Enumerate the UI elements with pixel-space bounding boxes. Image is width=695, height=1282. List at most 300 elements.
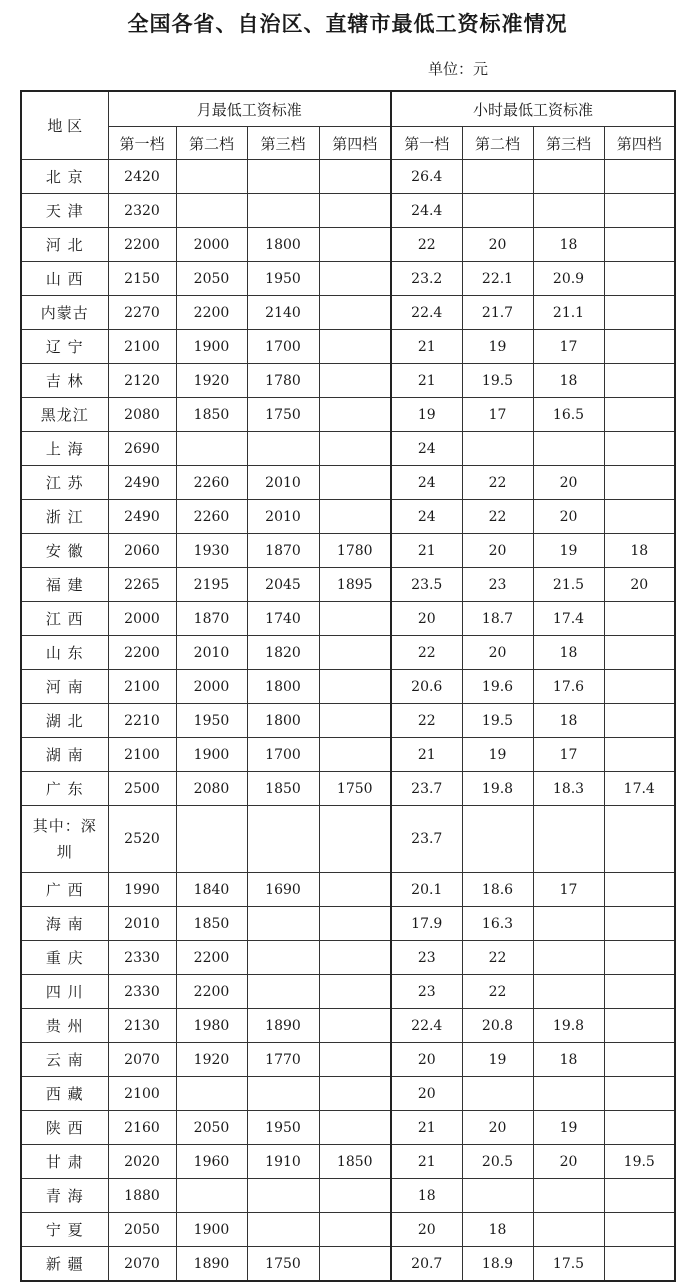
monthly-tier-1-cell: 2060 [108, 534, 176, 568]
region-cell: 福 建 [21, 568, 108, 602]
hourly-tier-3-cell: 18 [533, 228, 604, 262]
monthly-tier-4-cell [319, 296, 391, 330]
monthly-tier-4-cell [319, 704, 391, 738]
region-cell: 黑龙江 [21, 398, 108, 432]
table-row [21, 1213, 675, 1247]
table-row [21, 466, 675, 500]
monthly-tier-3-cell [247, 194, 319, 228]
hourly-tier-3-cell [533, 194, 604, 228]
hourly-tier-4-cell: 20 [604, 568, 675, 602]
hourly-tier-2-cell [462, 432, 533, 466]
hourly-tier-3-cell: 17.5 [533, 1247, 604, 1282]
hourly-tier-3-cell: 17 [533, 330, 604, 364]
region-cell: 北 京 [21, 160, 108, 194]
hourly-tier-1-cell: 22 [391, 228, 462, 262]
hourly-tier-3-cell: 20 [533, 1145, 604, 1179]
hourly-tier-2-cell [462, 1179, 533, 1213]
hourly-tier-4-cell: 18 [604, 534, 675, 568]
hourly-tier-2-cell: 20.5 [462, 1145, 533, 1179]
monthly-tier-4-cell [319, 194, 391, 228]
hourly-tier-4-cell [604, 1213, 675, 1247]
unit-label: 单位：元 [428, 60, 489, 78]
monthly-tier-4-cell [319, 1043, 391, 1077]
monthly-tier-1-cell: 2020 [108, 1145, 176, 1179]
monthly-tier-2-cell: 2260 [176, 500, 247, 534]
hourly-tier-1-cell: 21 [391, 534, 462, 568]
monthly-tier-2-cell: 2200 [176, 975, 247, 1009]
monthly-tier-4-cell [319, 500, 391, 534]
hourly-tier-1-cell: 20.1 [391, 873, 462, 907]
monthly-tier-2-cell: 2050 [176, 262, 247, 296]
hourly-tier-1-cell: 18 [391, 1179, 462, 1213]
hourly-tier-4-cell [604, 636, 675, 670]
table-row [21, 500, 675, 534]
monthly-tier-3-cell: 1910 [247, 1145, 319, 1179]
hourly-tier-4-cell: 17.4 [604, 772, 675, 806]
monthly-tier-3-cell: 2010 [247, 466, 319, 500]
hourly-tier-3-cell [533, 975, 604, 1009]
hourly-tier-4-cell [604, 907, 675, 941]
hourly-tier-4-cell [604, 228, 675, 262]
region-cell: 内蒙古 [21, 296, 108, 330]
monthly-tier-3-cell: 1890 [247, 1009, 319, 1043]
region-cell: 陕 西 [21, 1111, 108, 1145]
hourly-tier-1-cell: 20 [391, 602, 462, 636]
hourly-tier-1-cell: 21 [391, 1111, 462, 1145]
hourly-tier-1-cell: 24 [391, 432, 462, 466]
monthly-tier-4-cell [319, 1179, 391, 1213]
hourly-tier-3-header: 第三档 [533, 127, 604, 160]
hourly-tier-3-cell: 20 [533, 466, 604, 500]
hourly-tier-4-cell [604, 941, 675, 975]
monthly-tier-1-cell: 2690 [108, 432, 176, 466]
hourly-tier-4-cell [604, 330, 675, 364]
hourly-tier-3-cell: 19 [533, 1111, 604, 1145]
monthly-tier-4-cell [319, 670, 391, 704]
hourly-tier-3-cell [533, 1077, 604, 1111]
monthly-tier-1-cell: 2160 [108, 1111, 176, 1145]
monthly-tier-3-cell [247, 1213, 319, 1247]
monthly-tier-2-cell: 1950 [176, 704, 247, 738]
hourly-tier-4-cell [604, 1247, 675, 1282]
region-cell: 四 川 [21, 975, 108, 1009]
monthly-tier-3-cell: 1800 [247, 228, 319, 262]
monthly-tier-1-cell: 2100 [108, 1077, 176, 1111]
monthly-tier-3-cell [247, 806, 319, 873]
table-row [21, 1077, 675, 1111]
hourly-tier-4-cell [604, 602, 675, 636]
hourly-tier-1-cell: 21 [391, 738, 462, 772]
monthly-tier-2-cell: 1870 [176, 602, 247, 636]
hourly-tier-4-cell: 19.5 [604, 1145, 675, 1179]
monthly-tier-2-cell [176, 194, 247, 228]
hourly-tier-3-cell: 17.4 [533, 602, 604, 636]
table-row [21, 704, 675, 738]
hourly-tier-1-cell: 23.5 [391, 568, 462, 602]
hourly-tier-3-cell [533, 160, 604, 194]
table-row [21, 194, 675, 228]
hourly-tier-2-cell [462, 806, 533, 873]
hourly-tier-2-cell: 19 [462, 1043, 533, 1077]
monthly-tier-4-cell [319, 432, 391, 466]
table-row [21, 432, 675, 466]
hourly-tier-1-cell: 19 [391, 398, 462, 432]
region-cell: 河 南 [21, 670, 108, 704]
region-cell: 西 藏 [21, 1077, 108, 1111]
monthly-tier-3-cell: 2010 [247, 500, 319, 534]
monthly-tier-3-cell [247, 941, 319, 975]
hourly-tier-3-cell: 20 [533, 500, 604, 534]
monthly-tier-4-cell [319, 907, 391, 941]
hourly-tier-4-cell [604, 1179, 675, 1213]
monthly-tier-3-cell: 1870 [247, 534, 319, 568]
region-cell: 云 南 [21, 1043, 108, 1077]
hourly-tier-1-header: 第一档 [391, 127, 462, 160]
region-cell: 安 徽 [21, 534, 108, 568]
monthly-tier-3-cell [247, 907, 319, 941]
hourly-tier-3-cell: 16.5 [533, 398, 604, 432]
table-row [21, 670, 675, 704]
monthly-tier-3-cell: 1850 [247, 772, 319, 806]
monthly-tier-3-cell: 1750 [247, 1247, 319, 1282]
hourly-tier-4-cell [604, 432, 675, 466]
monthly-tier-2-cell: 2200 [176, 941, 247, 975]
hourly-tier-2-cell: 20 [462, 228, 533, 262]
region-cell: 重 庆 [21, 941, 108, 975]
monthly-tier-2-cell [176, 1179, 247, 1213]
region-cell: 宁 夏 [21, 1213, 108, 1247]
monthly-tier-3-cell: 1780 [247, 364, 319, 398]
hourly-tier-3-cell [533, 1179, 604, 1213]
hourly-tier-1-cell: 23.7 [391, 772, 462, 806]
monthly-tier-1-cell: 2130 [108, 1009, 176, 1043]
monthly-tier-4-cell [319, 228, 391, 262]
region-cell: 海 南 [21, 907, 108, 941]
hourly-tier-2-cell [462, 160, 533, 194]
monthly-tier-4-header: 第四档 [319, 127, 391, 160]
monthly-tier-4-cell [319, 262, 391, 296]
monthly-tier-1-cell: 1880 [108, 1179, 176, 1213]
hourly-tier-3-cell [533, 1213, 604, 1247]
hourly-tier-1-cell: 21 [391, 1145, 462, 1179]
hourly-tier-1-cell: 20.6 [391, 670, 462, 704]
hourly-tier-2-header: 第二档 [462, 127, 533, 160]
hourly-tier-2-cell: 18 [462, 1213, 533, 1247]
monthly-tier-4-cell [319, 941, 391, 975]
hourly-tier-2-cell: 19.5 [462, 704, 533, 738]
table-row [21, 1009, 675, 1043]
hourly-tier-3-cell [533, 941, 604, 975]
monthly-tier-1-cell: 2320 [108, 194, 176, 228]
hourly-tier-4-cell [604, 364, 675, 398]
region-cell: 河 北 [21, 228, 108, 262]
monthly-tier-2-cell: 2200 [176, 296, 247, 330]
monthly-tier-3-cell: 1740 [247, 602, 319, 636]
hourly-tier-4-cell [604, 1043, 675, 1077]
monthly-tier-2-cell: 1890 [176, 1247, 247, 1282]
table-row [21, 1179, 675, 1213]
monthly-tier-4-cell [319, 398, 391, 432]
monthly-tier-1-cell: 2050 [108, 1213, 176, 1247]
monthly-tier-4-cell [319, 806, 391, 873]
hourly-tier-4-cell [604, 873, 675, 907]
monthly-tier-2-cell [176, 1077, 247, 1111]
region-cell: 广 西 [21, 873, 108, 907]
monthly-tier-2-cell: 2050 [176, 1111, 247, 1145]
table-row [21, 1043, 675, 1077]
header-row-2 [21, 127, 675, 160]
region-cell: 其中：深圳 [21, 806, 108, 873]
table-row [21, 636, 675, 670]
table-row [21, 1111, 675, 1145]
hourly-tier-4-header: 第四档 [604, 127, 675, 160]
monthly-tier-1-cell: 2070 [108, 1247, 176, 1282]
monthly-tier-1-cell: 2100 [108, 330, 176, 364]
hourly-tier-3-cell: 18 [533, 1043, 604, 1077]
region-cell: 山 东 [21, 636, 108, 670]
hourly-tier-1-cell: 20 [391, 1043, 462, 1077]
monthly-tier-1-cell: 2210 [108, 704, 176, 738]
monthly-tier-2-cell: 1850 [176, 398, 247, 432]
hourly-tier-4-cell [604, 500, 675, 534]
monthly-tier-3-cell [247, 975, 319, 1009]
hourly-tier-4-cell [604, 262, 675, 296]
region-cell: 广 东 [21, 772, 108, 806]
monthly-tier-2-cell: 2010 [176, 636, 247, 670]
hourly-tier-2-cell: 20 [462, 1111, 533, 1145]
hourly-tier-4-cell [604, 670, 675, 704]
hourly-tier-2-cell: 19.5 [462, 364, 533, 398]
hourly-tier-2-cell: 18.6 [462, 873, 533, 907]
hourly-tier-1-cell: 26.4 [391, 160, 462, 194]
region-cell: 天 津 [21, 194, 108, 228]
monthly-tier-4-cell: 1750 [319, 772, 391, 806]
monthly-tier-1-header: 第一档 [108, 127, 176, 160]
region-cell: 甘 肃 [21, 1145, 108, 1179]
monthly-tier-1-cell: 1990 [108, 873, 176, 907]
monthly-tier-2-cell: 1930 [176, 534, 247, 568]
monthly-tier-3-cell: 1800 [247, 704, 319, 738]
monthly-tier-3-cell: 1690 [247, 873, 319, 907]
hourly-tier-3-cell: 17.6 [533, 670, 604, 704]
hourly-tier-2-cell: 20 [462, 636, 533, 670]
table-row [21, 364, 675, 398]
hourly-tier-1-cell: 22.4 [391, 1009, 462, 1043]
hourly-tier-3-cell: 19 [533, 534, 604, 568]
hourly-tier-1-cell: 22 [391, 704, 462, 738]
monthly-tier-2-cell: 1960 [176, 1145, 247, 1179]
hourly-tier-1-cell: 22.4 [391, 296, 462, 330]
hourly-tier-3-cell: 18 [533, 704, 604, 738]
table-row [21, 160, 675, 194]
table-row [21, 568, 675, 602]
monthly-tier-2-cell [176, 432, 247, 466]
monthly-tier-1-cell: 2490 [108, 500, 176, 534]
monthly-tier-1-cell: 2070 [108, 1043, 176, 1077]
monthly-tier-2-cell: 2000 [176, 228, 247, 262]
table-row [21, 806, 675, 873]
monthly-tier-2-cell: 1900 [176, 330, 247, 364]
hourly-tier-1-cell: 24 [391, 500, 462, 534]
monthly-tier-1-cell: 2330 [108, 941, 176, 975]
hourly-tier-1-cell: 20.7 [391, 1247, 462, 1282]
table-row [21, 602, 675, 636]
hourly-tier-4-cell [604, 1077, 675, 1111]
hourly-tier-1-cell: 24 [391, 466, 462, 500]
hourly-tier-1-cell: 22 [391, 636, 462, 670]
hourly-tier-2-cell: 17 [462, 398, 533, 432]
hourly-tier-3-cell: 17 [533, 873, 604, 907]
hourly-tier-3-cell: 20.9 [533, 262, 604, 296]
monthly-tier-3-cell: 1800 [247, 670, 319, 704]
hourly-tier-1-cell: 23.2 [391, 262, 462, 296]
hourly-tier-1-cell: 23 [391, 941, 462, 975]
hourly-tier-1-cell: 20 [391, 1213, 462, 1247]
hourly-tier-4-cell [604, 1111, 675, 1145]
hourly-tier-3-cell [533, 432, 604, 466]
hourly-tier-4-cell [604, 806, 675, 873]
hourly-tier-2-cell [462, 1077, 533, 1111]
monthly-tier-4-cell [319, 636, 391, 670]
monthly-tier-1-cell: 2080 [108, 398, 176, 432]
hourly-tier-2-cell: 22 [462, 500, 533, 534]
monthly-tier-3-cell: 1770 [247, 1043, 319, 1077]
monthly-tier-4-cell [319, 873, 391, 907]
monthly-tier-1-cell: 2500 [108, 772, 176, 806]
hourly-tier-3-cell: 18 [533, 364, 604, 398]
monthly-tier-2-cell: 1900 [176, 1213, 247, 1247]
hourly-tier-1-cell: 20 [391, 1077, 462, 1111]
monthly-tier-1-cell: 2520 [108, 806, 176, 873]
hourly-tier-4-cell [604, 398, 675, 432]
monthly-tier-1-cell: 2270 [108, 296, 176, 330]
region-cell: 青 海 [21, 1179, 108, 1213]
region-cell: 上 海 [21, 432, 108, 466]
monthly-tier-1-cell: 2420 [108, 160, 176, 194]
hourly-tier-1-cell: 17.9 [391, 907, 462, 941]
monthly-tier-3-cell [247, 432, 319, 466]
table-row [21, 975, 675, 1009]
hourly-tier-3-cell: 19.8 [533, 1009, 604, 1043]
monthly-tier-4-cell [319, 602, 391, 636]
monthly-tier-4-cell: 1895 [319, 568, 391, 602]
region-cell: 江 苏 [21, 466, 108, 500]
monthly-tier-3-cell: 1750 [247, 398, 319, 432]
monthly-tier-2-cell: 1840 [176, 873, 247, 907]
monthly-tier-3-cell [247, 160, 319, 194]
page-title: 全国各省、自治区、直辖市最低工资标准情况 [127, 12, 568, 36]
monthly-tier-1-cell: 2330 [108, 975, 176, 1009]
monthly-tier-2-cell: 1900 [176, 738, 247, 772]
monthly-tier-4-cell [319, 1247, 391, 1282]
monthly-tier-2-cell [176, 806, 247, 873]
monthly-tier-4-cell [319, 466, 391, 500]
table-row [21, 534, 675, 568]
monthly-tier-1-cell: 2265 [108, 568, 176, 602]
monthly-tier-3-header: 第三档 [247, 127, 319, 160]
hourly-tier-2-cell: 19.8 [462, 772, 533, 806]
hourly-tier-2-cell: 22 [462, 975, 533, 1009]
hourly-tier-3-cell [533, 907, 604, 941]
wage-table [20, 90, 676, 1282]
monthly-tier-3-cell: 1700 [247, 738, 319, 772]
region-cell: 浙 江 [21, 500, 108, 534]
hourly-tier-4-cell [604, 194, 675, 228]
hourly-tier-2-cell: 16.3 [462, 907, 533, 941]
table-row [21, 398, 675, 432]
hourly-tier-3-cell: 18 [533, 636, 604, 670]
hourly-tier-1-cell: 21 [391, 364, 462, 398]
region-cell: 吉 林 [21, 364, 108, 398]
monthly-tier-4-cell [319, 1077, 391, 1111]
hourly-tier-2-cell: 19.6 [462, 670, 533, 704]
hourly-tier-2-cell: 22 [462, 466, 533, 500]
monthly-tier-2-cell: 2195 [176, 568, 247, 602]
monthly-tier-4-cell [319, 1009, 391, 1043]
monthly-tier-2-cell: 2080 [176, 772, 247, 806]
table-row [21, 738, 675, 772]
hourly-tier-3-cell: 21.1 [533, 296, 604, 330]
monthly-tier-1-cell: 2100 [108, 670, 176, 704]
monthly-tier-3-cell: 1700 [247, 330, 319, 364]
monthly-tier-4-cell [319, 1111, 391, 1145]
monthly-tier-4-cell [319, 160, 391, 194]
hourly-tier-2-cell: 22 [462, 941, 533, 975]
monthly-tier-2-cell: 1920 [176, 1043, 247, 1077]
monthly-tier-2-cell: 1920 [176, 364, 247, 398]
monthly-tier-3-cell: 2045 [247, 568, 319, 602]
hourly-tier-4-cell [604, 1009, 675, 1043]
monthly-tier-1-cell: 2010 [108, 907, 176, 941]
hourly-tier-2-cell [462, 194, 533, 228]
hourly-tier-4-cell [604, 296, 675, 330]
table-row [21, 1247, 675, 1282]
region-cell: 湖 北 [21, 704, 108, 738]
monthly-tier-3-cell: 2140 [247, 296, 319, 330]
monthly-tier-1-cell: 2200 [108, 636, 176, 670]
table-row [21, 330, 675, 364]
hourly-tier-4-cell [604, 466, 675, 500]
table-row [21, 228, 675, 262]
monthly-tier-1-cell: 2000 [108, 602, 176, 636]
monthly-tier-2-header: 第二档 [176, 127, 247, 160]
region-header: 地 区 [21, 91, 108, 160]
region-cell: 贵 州 [21, 1009, 108, 1043]
monthly-tier-3-cell [247, 1077, 319, 1111]
hourly-tier-2-cell: 18.7 [462, 602, 533, 636]
hourly-tier-3-cell: 21.5 [533, 568, 604, 602]
hourly-tier-3-cell: 18.3 [533, 772, 604, 806]
monthly-tier-1-cell: 2490 [108, 466, 176, 500]
hourly-tier-4-cell [604, 738, 675, 772]
monthly-tier-4-cell [319, 1213, 391, 1247]
monthly-tier-1-cell: 2100 [108, 738, 176, 772]
hourly-tier-2-cell: 19 [462, 738, 533, 772]
table-row [21, 941, 675, 975]
hourly-header: 小时最低工资标准 [391, 91, 675, 127]
header-row-1 [21, 91, 675, 127]
table-row [21, 1145, 675, 1179]
region-cell: 湖 南 [21, 738, 108, 772]
hourly-tier-4-cell [604, 975, 675, 1009]
monthly-tier-4-cell [319, 330, 391, 364]
hourly-tier-2-cell: 20 [462, 534, 533, 568]
monthly-tier-4-cell [319, 975, 391, 1009]
hourly-tier-3-cell [533, 806, 604, 873]
table-row [21, 772, 675, 806]
hourly-tier-4-cell [604, 160, 675, 194]
monthly-tier-4-cell: 1850 [319, 1145, 391, 1179]
